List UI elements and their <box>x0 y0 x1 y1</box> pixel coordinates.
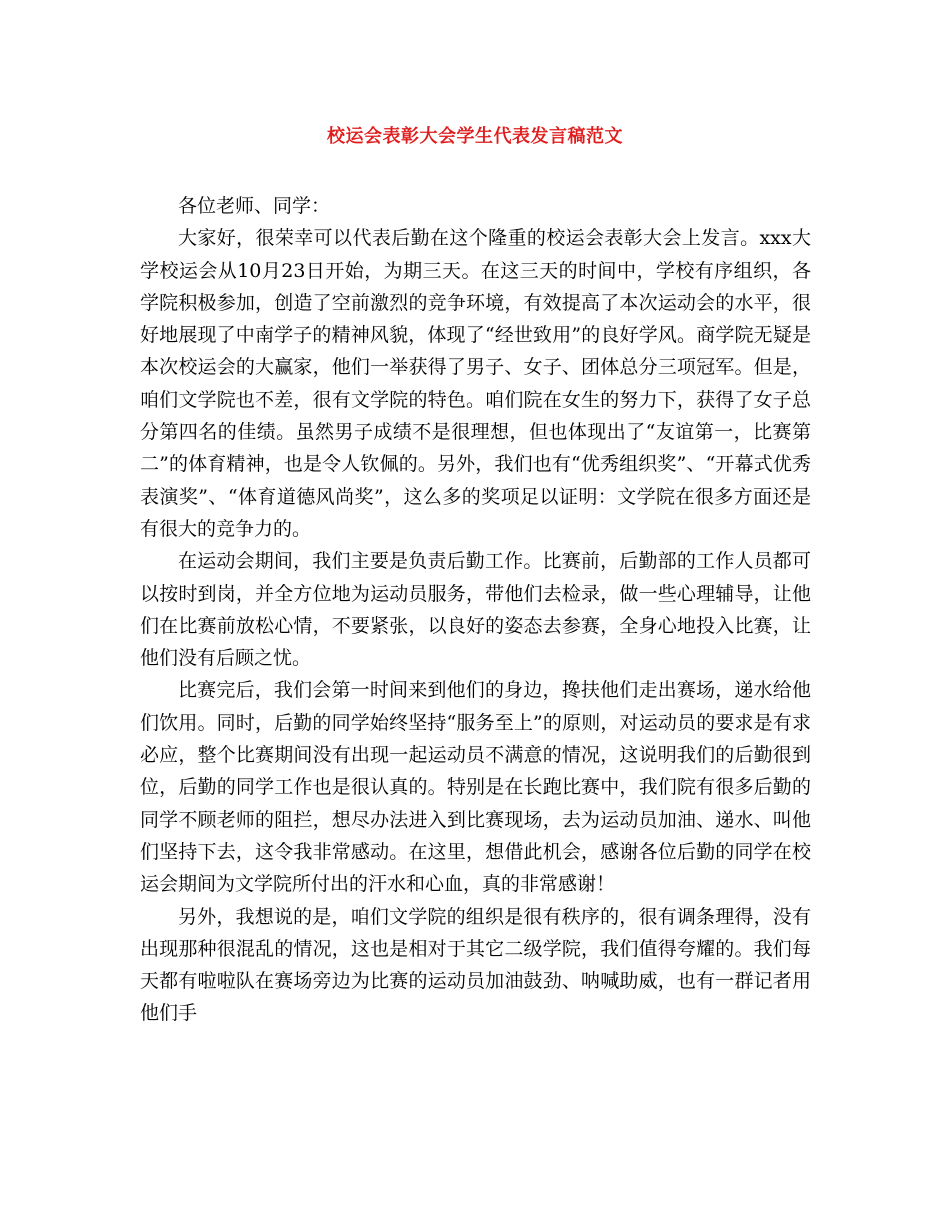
document-body <box>140 190 811 1030</box>
paragraph-2: 在运动会期间，我们主要是负责后勤工作。比赛前，后勤部的工作人员都可以按时到岗，并全方位地为运动员服务，带他们去检录，做一些心理辅导，让他们在比赛前放松心情，不要紧张，以良好的姿态去参赛，全身心地投入比赛，让他们没有后顾之忧。 <box>140 550 811 670</box>
greeting-line: 各位老师、同学： <box>178 195 331 217</box>
paragraph-1: 大家好，很荣幸可以代表后勤在这个隆重的校运会表彰大会上发言。xxx大学校运会从10月23日开始，为期三天。在这三天的时间中，学校有序组织，各学院积极参加，创造了空前激烈的竞争环境，有效提高了本次运动会的水平，很好地展现了中南学子的精神风貌，体现了“经世致用”的良好学风。商学院无疑是本次校运会的大赢家，他们一举获得了男子、女子、团体总分三项冠军。但是，咱们文学院也不差，很有文学院的特色。咱们院在女生的努力下，获得了女子总分第四名的佳绩。虽然男子成绩不是很理想，但也体现出了“友谊第一，比赛第二”的体育精神，也是令人钦佩的。另外，我们也有“优秀组织奖”、“开幕式优秀表演奖”、“体育道德风尚奖”，这么多的奖项足以证明：文学院在很多方面还是有很大的竞争力的。 <box>140 227 811 540</box>
document-title: 校运会表彰大会学生代表发言稿范文 <box>327 126 623 147</box>
paragraph-4: 另外，我想说的是，咱们文学院的组织是很有秩序的，很有调条理得，没有出现那种很混乱的情况，这也是相对于其它二级学院，我们值得夸耀的。我们每天都有啦啦队在赛场旁边为比赛的运动员加油鼓劲、呐喊助威，也有一群记者用他们手 <box>140 905 811 1025</box>
paragraph-3: 比赛完后，我们会第一时间来到他们的身边，搀扶他们走出赛场，递水给他们饮用。同时，后勤的同学始终坚持“服务至上”的原则，对运动员的要求是有求必应，整个比赛期间没有出现一起运动员不满意的情况，这说明我们的后勤很到位，后勤的同学工作也是很认真的。特别是在长跑比赛中，我们院有很多后勤的同学不顾老师的阻拦，想尽办法进入到比赛现场，去为运动员加油、递水、叫他们坚持下去，这令我非常感动。在这里，想借此机会，感谢各位后勤的同学在校运会期间为文学院所付出的汗水和心血，真的非常感谢！ <box>140 679 811 896</box>
